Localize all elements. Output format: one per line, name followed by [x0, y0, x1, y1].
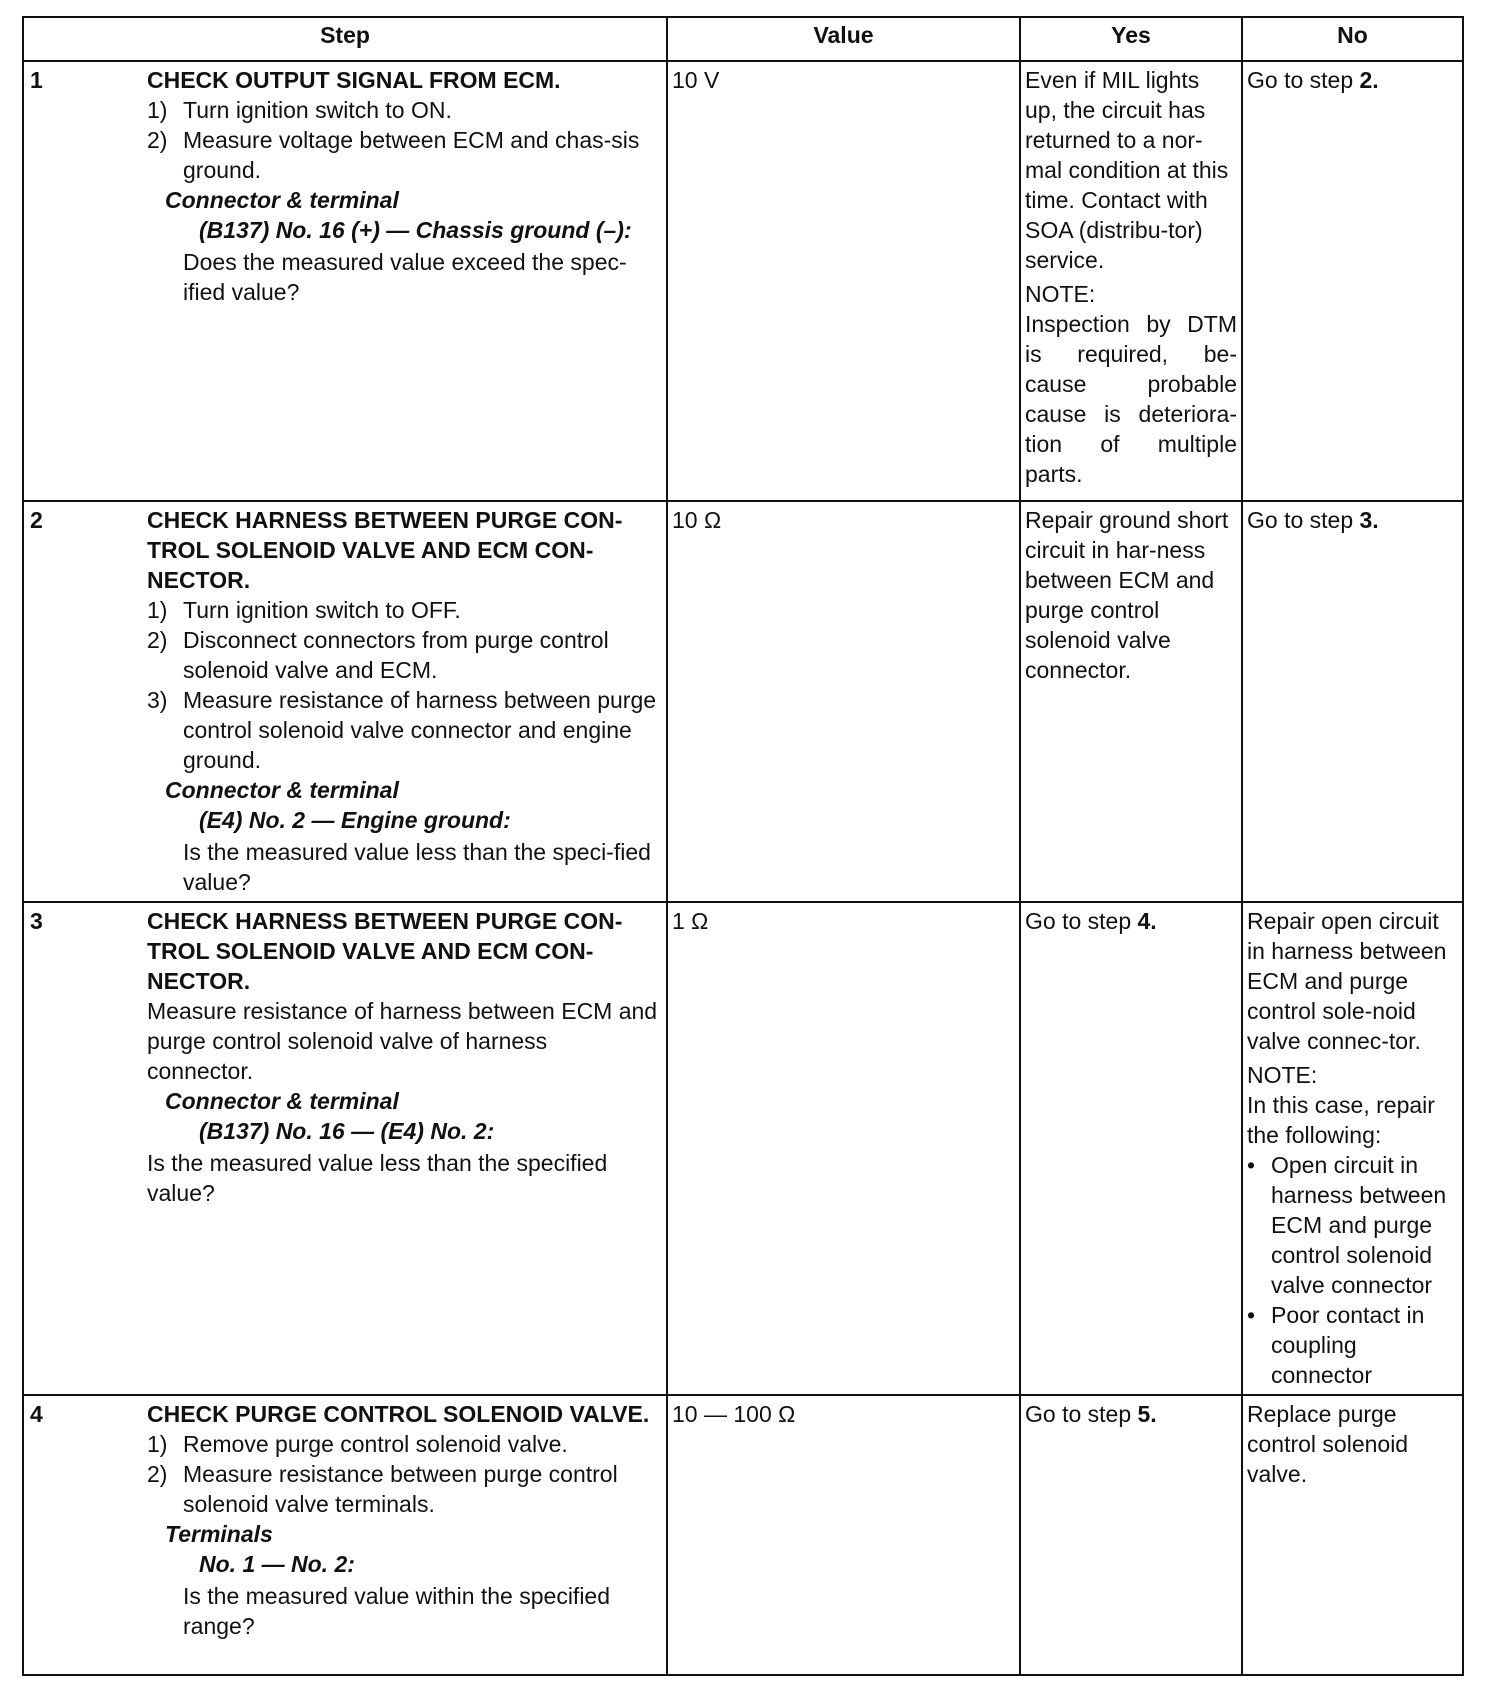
table-row [23, 501, 1463, 902]
header-step: Step [23, 17, 667, 61]
step-ref: 5. [1137, 1401, 1157, 1427]
step-ref: 4. [1137, 908, 1157, 934]
no-text: Replace purge control solenoid valve. [1247, 1401, 1409, 1487]
step-title: CHECK PURGE CONTROL SOLENOID VALVE. [147, 1401, 650, 1427]
step-item: 1) Turn ignition switch to ON. [147, 97, 452, 123]
no-text: Go to step [1247, 507, 1354, 533]
note-text: In this case, repair the following: [1247, 1092, 1435, 1148]
step-question: Is the measured value less than the specified value? [147, 1150, 608, 1206]
connector-value: (E4) No. 2 — Engine ground: [199, 807, 511, 833]
header-value: Value [667, 17, 1020, 61]
yes-cell [1020, 902, 1242, 1395]
connector-label: Connector & terminal [165, 777, 399, 803]
step-question: Does the measured value exceed the spec-ified value? [183, 249, 627, 305]
connector-label: Terminals [165, 1521, 273, 1547]
yes-cell [1020, 1395, 1242, 1675]
note-bullet: • Open circuit in harness between ECM and purge control solenoid valve connector [1247, 1152, 1447, 1298]
value-cell: 10 V [667, 61, 1020, 501]
step-title: CHECK HARNESS BETWEEN PURGE CON-TROL SOLENOID VALVE AND ECM CON-NECTOR. [147, 908, 623, 994]
value-cell: 10 Ω [667, 501, 1020, 902]
step-ref: 3. [1359, 507, 1379, 533]
note-text: Inspection by DTM is required, be-cause probable cause is deteriora-tion of multiple parts. [1025, 311, 1237, 487]
step-question: Is the measured value less than the speci-fied value? [183, 839, 651, 895]
step-number: 4 [23, 1395, 143, 1675]
step-question: Is the measured value within the specified range? [183, 1583, 611, 1639]
step-cell [143, 61, 667, 501]
value-cell: 10 — 100 Ω [667, 1395, 1020, 1675]
no-cell [1242, 902, 1463, 1395]
no-cell [1242, 61, 1463, 501]
header-yes: Yes [1020, 17, 1242, 61]
step-text: Measure resistance of harness between ECM and purge control solenoid valve of harness connector. [147, 998, 658, 1084]
connector-value: No. 1 — No. 2: [199, 1551, 355, 1577]
step-item: 2) Measure voltage between ECM and chas-sis ground. [147, 127, 640, 183]
step-number: 2 [23, 501, 143, 902]
step-number: 3 [23, 902, 143, 1395]
step-item: 1) Remove purge control solenoid valve. [147, 1431, 568, 1457]
yes-text: Go to step [1025, 1401, 1132, 1427]
step-ref: 2. [1359, 67, 1379, 93]
step-title: CHECK OUTPUT SIGNAL FROM ECM. [147, 67, 561, 93]
table-row [23, 61, 1463, 501]
value-cell: 1 Ω [667, 902, 1020, 1395]
step-cell [143, 902, 667, 1395]
no-text: Go to step [1247, 67, 1354, 93]
yes-text: Go to step [1025, 908, 1132, 934]
connector-label: Connector & terminal [165, 187, 399, 213]
step-number: 1 [23, 61, 143, 501]
step-cell [143, 501, 667, 902]
step-item: 2) Disconnect connectors from purge control solenoid valve and ECM. [147, 627, 609, 683]
table-header-row [23, 17, 1463, 61]
no-cell [1242, 501, 1463, 902]
note-label: NOTE: [1247, 1062, 1318, 1088]
step-cell [143, 1395, 667, 1675]
step-title: CHECK HARNESS BETWEEN PURGE CON-TROL SOLENOID VALVE AND ECM CON-NECTOR. [147, 507, 623, 593]
no-cell [1242, 1395, 1463, 1675]
step-item: 3) Measure resistance of harness between purge control solenoid valve connector and engine ground. [147, 687, 657, 773]
note-bullet: • Poor contact in coupling connector [1247, 1302, 1425, 1388]
table-row [23, 902, 1463, 1395]
diagnostic-table [22, 16, 1464, 1676]
step-item: 1) Turn ignition switch to OFF. [147, 597, 461, 623]
connector-value: (B137) No. 16 — (E4) No. 2: [199, 1118, 495, 1144]
note-label: NOTE: [1025, 281, 1096, 307]
step-item: 2) Measure resistance between purge control solenoid valve terminals. [147, 1461, 618, 1517]
table-row [23, 1395, 1463, 1675]
yes-cell [1020, 501, 1242, 902]
no-text: Repair open circuit in harness between ECM and purge control sole-noid valve connec-tor. [1247, 908, 1447, 1054]
connector-label: Connector & terminal [165, 1088, 399, 1114]
header-no: No [1242, 17, 1463, 61]
yes-cell [1020, 61, 1242, 501]
connector-value: (B137) No. 16 (+) — Chassis ground (–): [199, 217, 632, 243]
yes-text: Even if MIL lights up, the circuit has returned to a nor-mal condition at this time. Contact with SOA (distribu-tor) service. [1025, 67, 1229, 273]
yes-text: Repair ground short circuit in har-ness between ECM and purge control solenoid valve connector. [1025, 507, 1229, 683]
